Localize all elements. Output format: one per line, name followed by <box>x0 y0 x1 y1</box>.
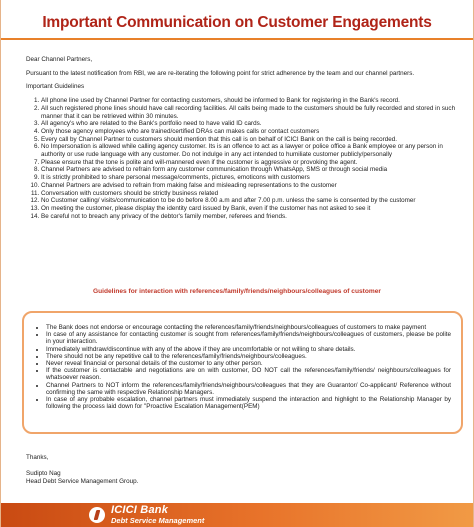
guideline-item: 10. Channel Partners are advised to refrain from making false and misleading representations to the customer <box>41 182 459 190</box>
guideline-item: 7. Please ensure that the tone is polite and will-mannered even if the customer is aggressive or provoking the agent. <box>41 159 459 167</box>
footer-banner <box>1 503 473 527</box>
guideline-item: 12. No Customer calling/ visits/communication to be do before 8.00 a.m and after 7.00 p.m. unless the same is consented by the customer <box>41 197 459 205</box>
icici-logo-icon <box>89 507 105 523</box>
page-title: Important Communication on Customer Engagements <box>42 14 432 31</box>
guideline-item: 5. Every call by Channel Partner to customers should mention that this call is on behalf of ICICI Bank on the call is being recorded. <box>41 136 459 144</box>
interaction-guidelines-list <box>32 324 451 410</box>
closing: Thanks, <box>26 454 49 461</box>
interaction-item: • Never reveal financial or personal details of the customer to any other person. <box>46 360 451 367</box>
interaction-guidelines-box <box>22 311 463 434</box>
guideline-item: 2. All such registered phone lines should have call recording facilities. All calls being made to the customers should be fully recorded and stored in such manner that it can be retrieved within 30 minutes. <box>41 105 459 120</box>
interaction-item: • If the customer is contactable and negotiations are on with customer, DO NOT call the references/family/friends/ neighbours/colleagues for whatsoever reason. <box>46 367 451 381</box>
salutation: Dear Channel Partners, <box>26 56 93 63</box>
guideline-item: 1. All phone line used by Channel Partner for contacting customers, should be informed to Bank for registering in the Bank's record. <box>41 97 459 105</box>
title-divider <box>1 38 473 40</box>
signatory-title: Head Debt Service Management Group. <box>26 478 139 486</box>
signoff-block <box>26 454 138 487</box>
interaction-subheading: Guidelines for interaction with references/family/friends/neighbours/colleagues of customer <box>93 288 381 295</box>
guideline-item: 4. Only those agency employees who are trained/certified DRAs can makes calls or contact customers <box>41 128 459 136</box>
interaction-item: • In case of any assistance for contacting customer is sought from references/family/friends/neighbours/colleagues of customers, please be polite in your interaction. <box>46 331 451 345</box>
guideline-item: 8. Channel Partners are advised to refrain form any customer communication through WhatsApp, SMS or through social media <box>41 166 459 174</box>
interaction-item: • The Bank does not endorse or encourage contacting the references/family/friends/neighbours/colleagues of customers to make payment <box>46 324 451 331</box>
footer-division: Debt Service Management <box>111 516 205 526</box>
interaction-item: • In case of any probable escalation, channel partners must immediately suspend the interaction and highlight to the Relationship Manager by following the process laid down for "Proactive Escalation Management(PEM) <box>46 396 451 410</box>
guideline-item: 9. It is strictly prohibited to share personal message/comments, pictures, emoticons with customers <box>41 174 459 182</box>
guideline-item: 13. On meeting the customer, please display the identity card issued by Bank, even if the customer has not asked to see it <box>41 205 459 213</box>
guideline-item: 6. No Impersonation is allowed while calling agency customer. Its is an offence to act as a lawyer or police office a Bank employee or any person in authority or use rude language with any customer. Do not indulge in any act intended to humiliate customer publicly/personally <box>41 143 459 158</box>
footer-brand: ICICI Bank <box>111 504 169 517</box>
guidelines-list <box>26 97 459 220</box>
guideline-item: 3. All agency's who are related to the Bank's portfolio need to have valid ID cards. <box>41 120 459 128</box>
signatory-name: Sudipto Nag <box>26 470 61 478</box>
icici-logo <box>89 506 204 524</box>
letter-body <box>26 56 459 220</box>
guidelines-heading: Important Guidelines <box>26 83 85 91</box>
intro-paragraph: Pursuant to the latest notification from RBI, we are re-iterating the following point for strict adherence by the team and our channel partners. <box>26 69 415 77</box>
interaction-item: • Immediately withdraw/discontinue with any of the above if they are uncomfortable or not willing to share details. <box>46 346 451 353</box>
guideline-item: 11. Conversation with customers should be strictly business related <box>41 190 459 198</box>
guideline-item: 14. Be careful not to breach any privacy of the debtor's family member, referees and friends. <box>41 213 459 221</box>
interaction-item: • Channel Partners to NOT inform the references/family/friends/neighbours/colleagues that they are Guarantor/ Co-applicant/ Reference without confirming the same with respective Relationship Managers. <box>46 382 451 396</box>
interaction-item: • There should not be any repetitive call to the references/family/friends/neighbours/colleagues. <box>46 353 451 360</box>
